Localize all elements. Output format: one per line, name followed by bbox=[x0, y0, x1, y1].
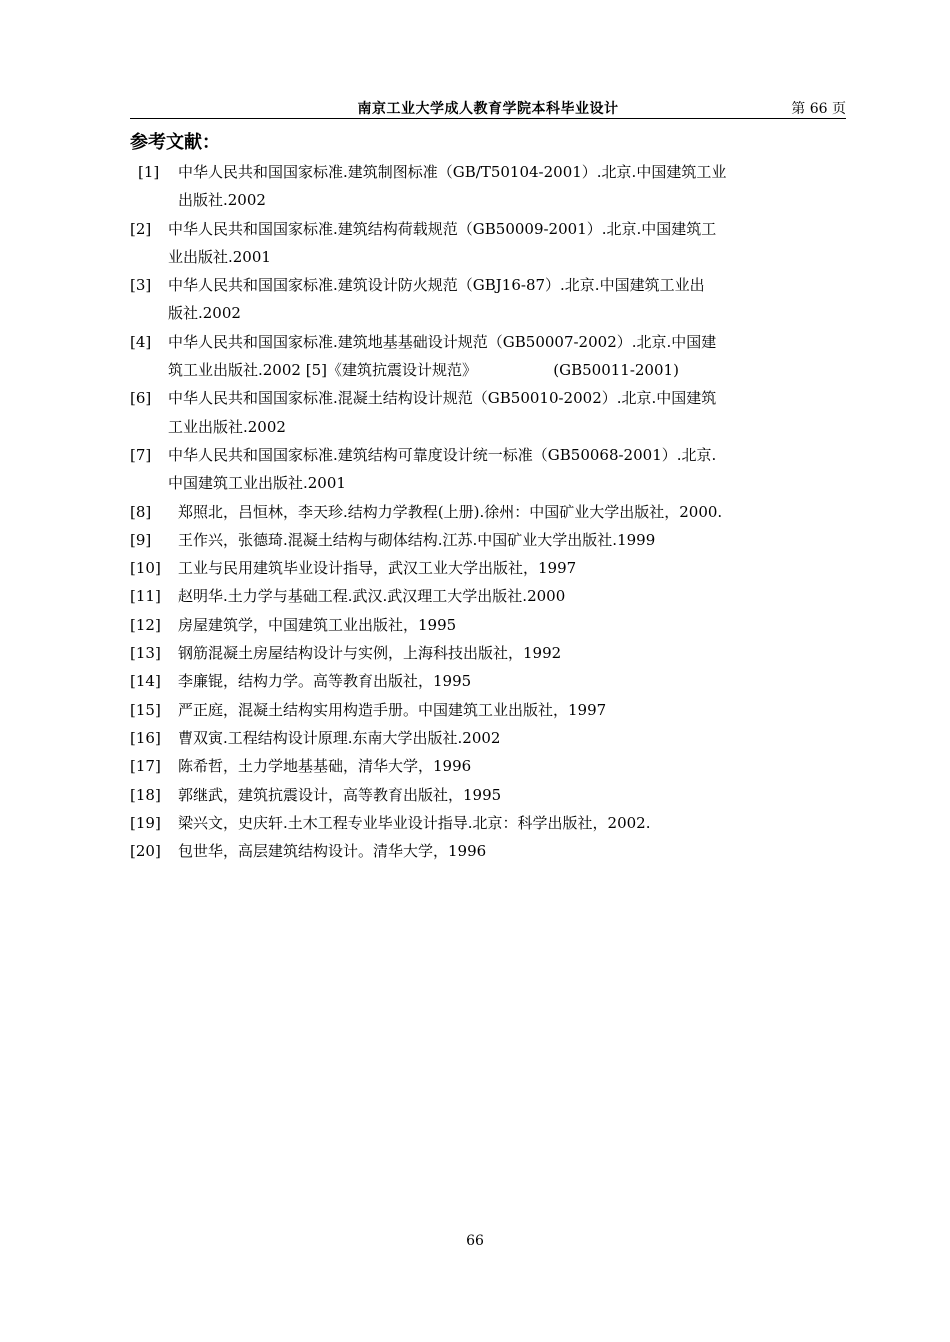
reference-item-6 bbox=[130, 384, 846, 441]
reference-text: 中华人民共和国国家标准.建筑地基基础设计规范（GB50007-2002）.北京.中国建 bbox=[168, 332, 717, 351]
reference-item-18 bbox=[130, 781, 846, 809]
reference-continuation: 工业出版社.2002 bbox=[168, 417, 286, 436]
reference-continuation: 筑工业出版社.2002 [5]《建筑抗震设计规范》 (GB50011-2001) bbox=[168, 361, 679, 380]
reference-item-9 bbox=[130, 526, 846, 554]
reference-item-2 bbox=[130, 215, 846, 272]
reference-text: 钢筋混凝土房屋结构设计与实例，上海科技出版社，1992 bbox=[178, 644, 562, 663]
reference-text: 严正庭，混凝土结构实用构造手册。中国建筑工业出版社，1997 bbox=[178, 700, 607, 719]
reference-number: [16] bbox=[130, 728, 161, 747]
reference-text: 曹双寅.工程结构设计原理.东南大学出版社.2002 bbox=[178, 728, 501, 747]
reference-number: [19] bbox=[130, 813, 161, 832]
reference-text: 郑照北，吕恒林，李天珍.结构力学教程(上册).徐州：中国矿业大学出版社，2000. bbox=[178, 502, 723, 521]
reference-item-3 bbox=[130, 271, 846, 328]
reference-item-12 bbox=[130, 611, 846, 639]
reference-item-15 bbox=[130, 696, 846, 724]
reference-text: 工业与民用建筑毕业设计指导，武汉工业大学出版社，1997 bbox=[178, 559, 577, 578]
reference-item-20 bbox=[130, 837, 846, 865]
header-page-label: 第 66 页 bbox=[791, 101, 846, 117]
page-header bbox=[130, 96, 846, 119]
reference-number: [7] bbox=[130, 445, 152, 464]
reference-text: 李廉锟，结构力学。高等教育出版社，1995 bbox=[178, 672, 472, 691]
reference-item-14 bbox=[130, 667, 846, 695]
reference-text: 中华人民共和国国家标准.建筑结构荷载规范（GB50009-2001）.北京.中国建筑工 bbox=[168, 219, 717, 238]
reference-item-1 bbox=[130, 158, 846, 215]
reference-number: [1] bbox=[138, 163, 160, 181]
reference-continuation: 中国建筑工业出版社.2001 bbox=[168, 474, 346, 493]
reference-item-17 bbox=[130, 752, 846, 780]
reference-number: [10] bbox=[130, 559, 161, 578]
reference-text: 中华人民共和国国家标准.混凝土结构设计规范（GB50010-2002）.北京.中国建筑 bbox=[168, 389, 717, 408]
reference-item-16 bbox=[130, 724, 846, 752]
reference-text: 陈希哲，土力学地基基础，清华大学，1996 bbox=[178, 757, 472, 776]
reference-number: [15] bbox=[130, 700, 161, 719]
reference-continuation: 出版社.2002 bbox=[178, 191, 266, 210]
reference-item-10 bbox=[130, 554, 846, 582]
reference-item-11 bbox=[130, 582, 846, 610]
reference-item-7 bbox=[130, 441, 846, 498]
reference-item-13 bbox=[130, 639, 846, 667]
reference-list bbox=[130, 158, 846, 894]
reference-continuation: 业出版社.2001 bbox=[168, 247, 271, 266]
reference-number: [13] bbox=[130, 644, 161, 663]
reference-text: 王作兴，张德琦.混凝土结构与砌体结构.江苏.中国矿业大学出版社.1999 bbox=[178, 530, 656, 549]
reference-continuation: 版社.2002 bbox=[168, 304, 241, 323]
header-title: 南京工业大学成人教育学院本科毕业设计 bbox=[357, 101, 619, 117]
reference-number: [2] bbox=[130, 219, 152, 238]
reference-number: [9] bbox=[130, 530, 152, 549]
reference-text: 中华人民共和国国家标准.建筑设计防火规范（GBJ16-87）.北京.中国建筑工业出 bbox=[168, 276, 705, 295]
reference-number: [17] bbox=[130, 757, 161, 776]
page-number: 66 bbox=[466, 1233, 484, 1249]
reference-item-4 bbox=[130, 328, 846, 385]
reference-text: 中华人民共和国国家标准.建筑制图标准（GB/T50104-2001）.北京.中国建筑工业 bbox=[178, 163, 727, 181]
reference-number: [20] bbox=[130, 842, 161, 861]
reference-item-19 bbox=[130, 809, 846, 837]
reference-text: 梁兴文，史庆轩.土木工程专业毕业设计指导.北京：科学出版社，2002. bbox=[178, 813, 651, 832]
reference-text: 房屋建筑学，中国建筑工业出版社，1995 bbox=[178, 615, 457, 634]
reference-text: 包世华，高层建筑结构设计。清华大学，1996 bbox=[178, 842, 487, 861]
reference-number: [12] bbox=[130, 615, 161, 634]
reference-number: [11] bbox=[130, 587, 161, 606]
references-heading: 参考文献： bbox=[130, 132, 220, 153]
reference-number: [8] bbox=[130, 502, 152, 521]
reference-text: 郭继武，建筑抗震设计，高等教育出版社，1995 bbox=[178, 785, 502, 804]
reference-number: [14] bbox=[130, 672, 161, 691]
reference-number: [4] bbox=[130, 332, 152, 351]
reference-number: [18] bbox=[130, 785, 161, 804]
reference-item-8 bbox=[130, 498, 846, 526]
reference-text: 赵明华.土力学与基础工程.武汉.武汉理工大学出版社.2000 bbox=[178, 587, 566, 606]
reference-item-21 bbox=[130, 865, 846, 893]
reference-number: [6] bbox=[130, 389, 152, 408]
reference-text: 中华人民共和国国家标准.建筑结构可靠度设计统一标准（GB50068-2001）.北京. bbox=[168, 445, 717, 464]
reference-number: [3] bbox=[130, 276, 152, 295]
